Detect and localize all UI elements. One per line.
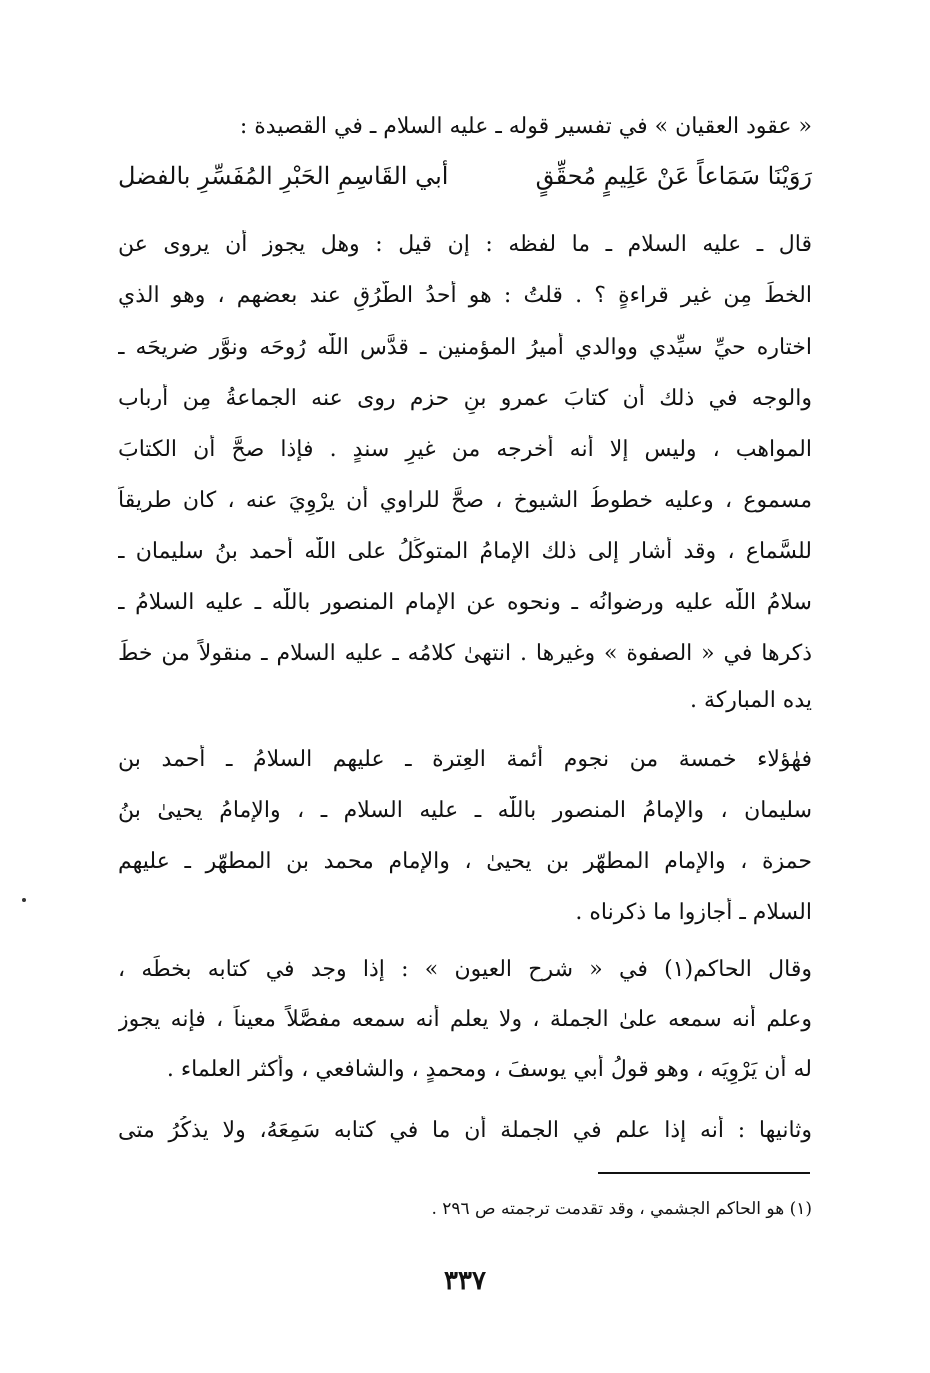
text-line: سليمان ، والإمامُ المنصور باللّٰه ـ عليه السلام ـ ، والإمامُ يحيىٰ بنُ: [118, 798, 812, 823]
poetry-verse: [118, 158, 812, 194]
scan-speck: [22, 898, 26, 902]
text-line: له أن يَرْوِيَه ، وهو قولُ أبي يوسفَ ، ومحمدٍ ، والشافعي ، وأكثر العلماء .: [166, 1057, 812, 1082]
text-line: مسموع ، وعليه خطوطُ الشيوخ ، صحَّ للراوي أن يرْوِيَ عنه ، كان طريقاً: [118, 488, 812, 513]
text-line: المواهب ، وليس إلا أنه أخرجه من غيرِ سندٍ . فإذا صحَّ أن الكتابَ: [118, 437, 812, 462]
text-line: وثانيها : أنه إذا علم في الجملة أن ما في كتابه سَمِعَهُ، ولا يذكُرُ متى: [118, 1118, 812, 1143]
text-line: يده المباركة .: [690, 688, 812, 713]
text-line: حمزة ، والإمام المطهّر بن يحيىٰ ، والإمام محمد بن المطهّر ـ عليهم: [118, 849, 812, 874]
text-line: للسَّماع ، وقد أشار إلى ذلك الإمامُ المتوكِّلُ على اللّٰه أحمد بنُ سليمان ـ: [118, 539, 812, 564]
text-line: وعلم أنه سمعه علىٰ الجملة ، ولا يعلم أنه سمعه مفصَّلاً معيناً ، فإنه يجوز: [118, 1007, 812, 1032]
text-line: السلام ـ أجازوا ما ذكرناه .: [575, 900, 812, 925]
text-line: وقال الحاكم(١) في « شرح العيون » : إذا وجد في كتابه بخطِّه ،: [118, 957, 812, 982]
text-line: قال ـ عليه السلام ـ ما لفظه : إن قيل : وهل يجوز أن يروى عن: [118, 232, 812, 257]
text-line: الخطِّ مِن غير قراءةٍ ؟ . قلتُ : هو أحدُ الطُّرُقِ عند بعضهم ، وهو الذي: [118, 283, 812, 308]
text-line: سلامُ اللّٰه عليه ورضوانُه ـ ونحوه عن الإمام المنصور باللّٰه ـ عليه السلامُ ـ: [118, 590, 812, 615]
intro-line: « عقود العقيان » في تفسير قوله ـ عليه السلام ـ في القصيدة :: [239, 114, 812, 139]
page-number: ٣٣٧: [444, 1266, 486, 1296]
footnote-divider: [598, 1172, 810, 1174]
verse-first-hemistich: رَوَيْنَا سَمَاعاً عَنْ عَلِيمٍ مُحقِّقٍ: [535, 162, 812, 190]
text-line: ذكرها في « الصفوة » وغيرها . انتهىٰ كلامُه ـ عليه السلام ـ منقولاً من خطِّ: [118, 641, 812, 666]
footnote: (١) هو الحاكم الجشمي ، وقد تقدمت ترجمته ص ٢٩٦ .: [431, 1199, 812, 1219]
text-line: والوجه في ذلك أن كتابَ عمرو بنِ حزم روى عنه الجماعةُ مِن أرباب: [118, 386, 812, 411]
verse-second-hemistich: أبي القَاسِمِ الحَبْرِ المُفَسِّرِ بالفضل: [118, 162, 449, 190]
text-line: اختاره حيِّ سيِّدي ووالدي أميرُ المؤمنين ـ قدَّس اللّٰه رُوحَه ونوَّر ضريحَه ـ: [118, 335, 812, 360]
text-line: فهٰؤلاء خمسة من نجوم أئمة العِترة ـ عليهم السلامُ ـ أحمد بن: [118, 747, 812, 772]
